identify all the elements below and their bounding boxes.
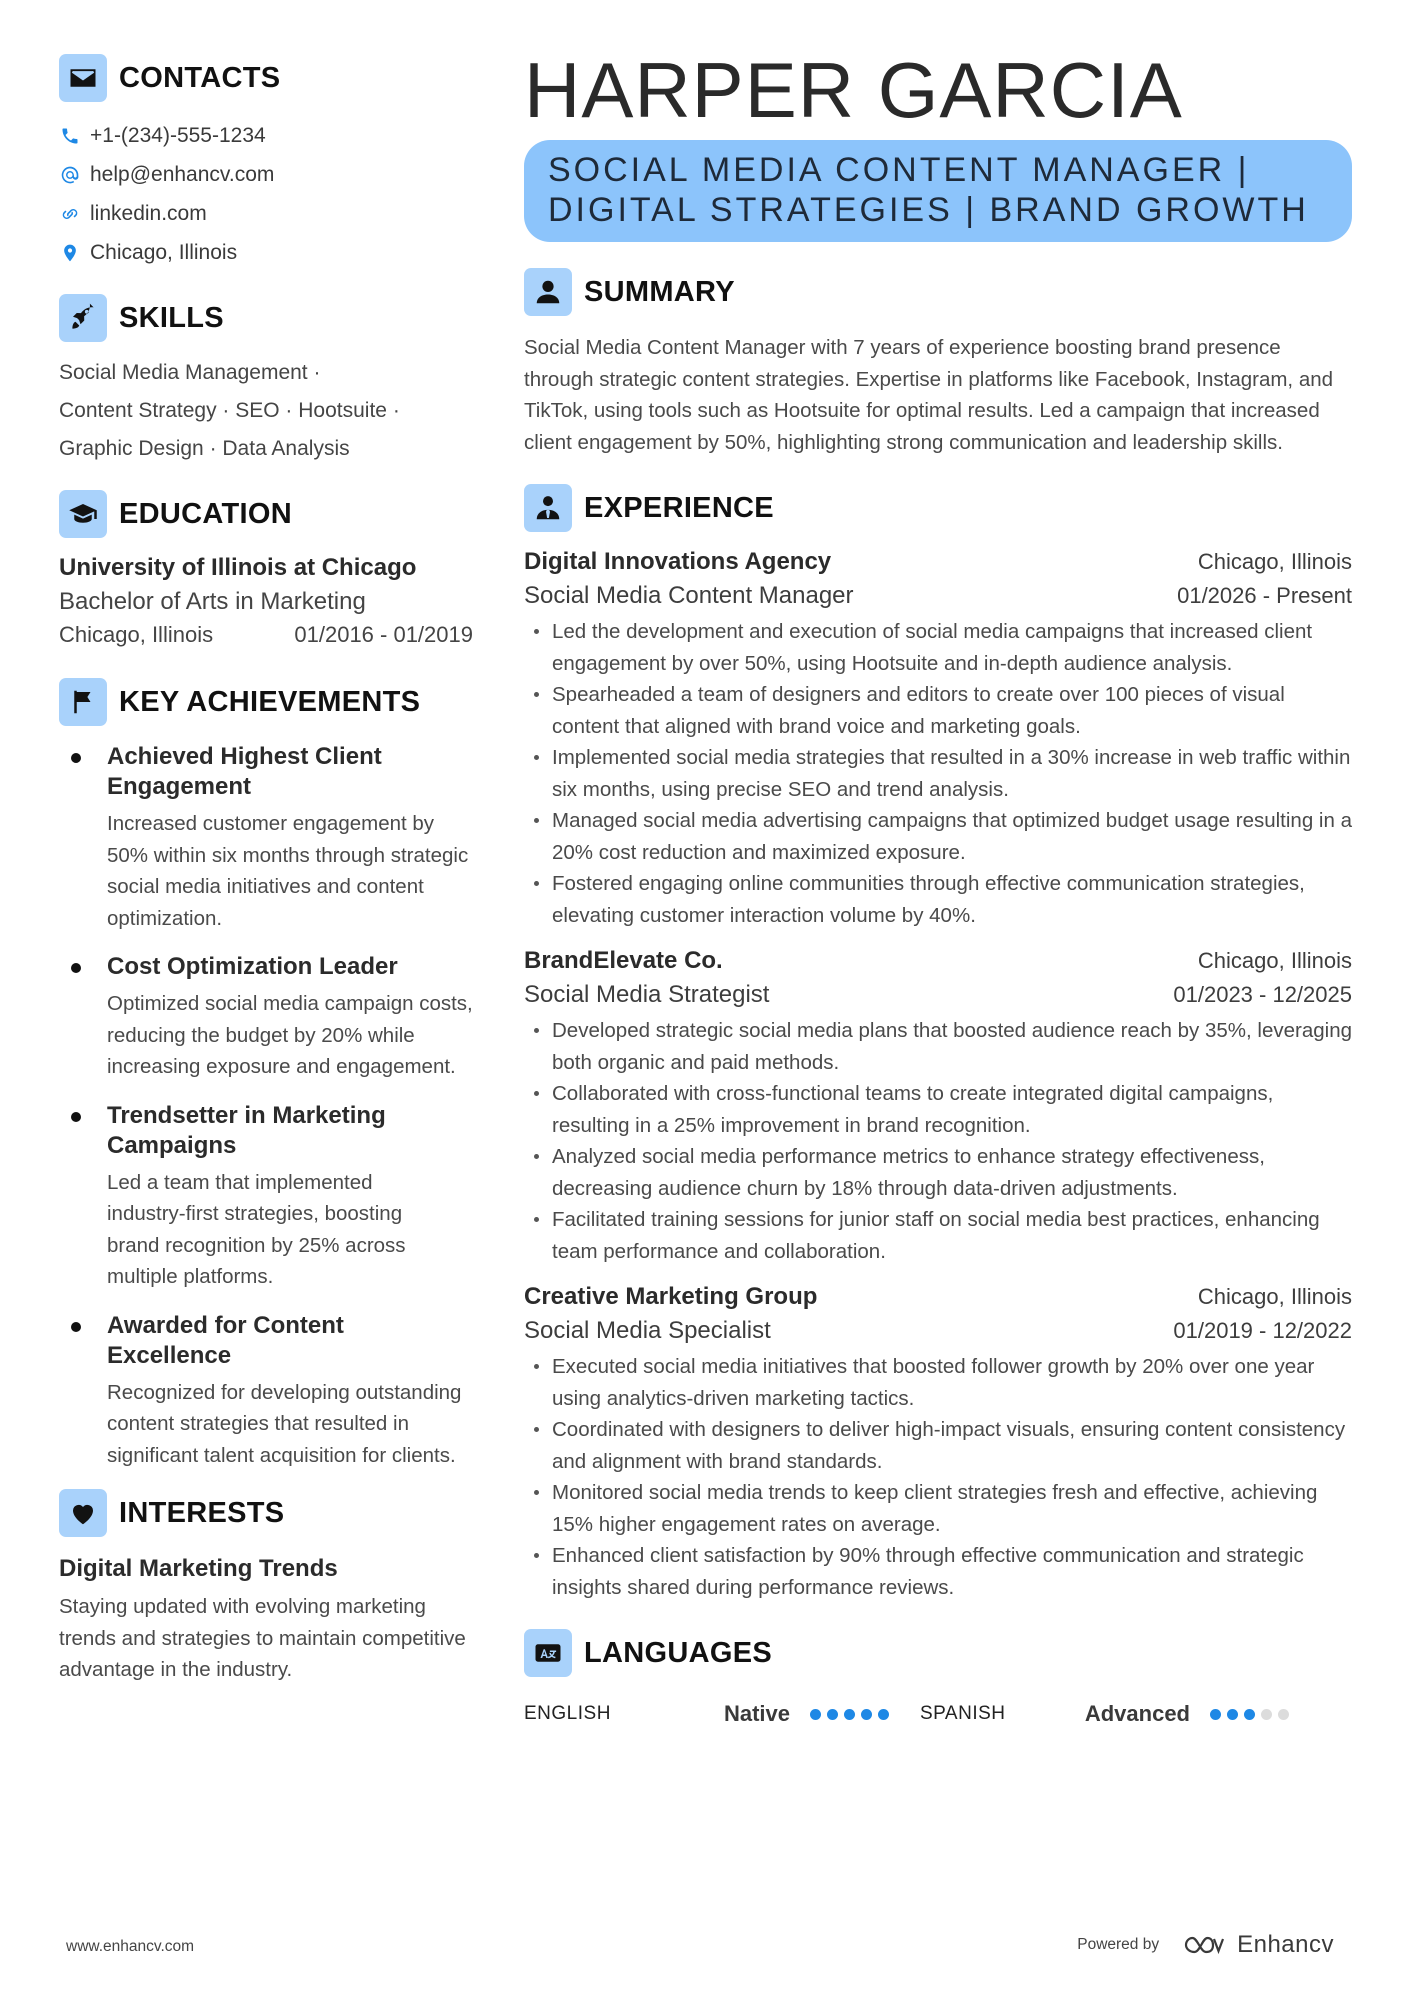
job-bullet: Analyzed social media performance metrics to enhance strategy effectiveness, decreasing audience churn by 18% through data-driven adjustments. (524, 1141, 1352, 1204)
bullet-dot (71, 753, 81, 763)
achievement-item (59, 742, 479, 934)
summary-text: Social Media Content Manager with 7 years of experience boosting brand presence through strategic content strategies. Expertise in platforms like Facebook, Instagram, and TikTok, using tools such as Hootsuite for optimal results. Led a campaign that increased client engagement by 50%, highlighting strong communication and leadership skills. (524, 336, 1334, 454)
brand-name: Enhancv (1237, 1931, 1334, 1958)
flag-icon (59, 678, 107, 726)
contact-email[interactable] (59, 155, 479, 194)
proficiency-dot (1244, 1709, 1255, 1720)
at-sign-icon (59, 164, 81, 186)
user-icon (524, 268, 572, 316)
summary-heading: SUMMARY (584, 275, 735, 308)
contacts-header (59, 54, 479, 102)
education-header (59, 490, 479, 538)
headline-line: DIGITAL STRATEGIES | BRAND GROWTH (548, 191, 1309, 229)
job-bullet: Executed social media initiatives that boosted follower growth by 20% over one year using analytics-driven marketing tactics. (524, 1351, 1352, 1414)
language-proficiency-dots (1210, 1709, 1295, 1720)
education-dates: 01/2016 - 01/2019 (294, 622, 473, 647)
headline-box (524, 140, 1352, 242)
skills-list (59, 354, 419, 468)
job-bullets (524, 616, 1352, 931)
skills-heading: SKILLS (119, 301, 224, 334)
experience-heading: EXPERIENCE (584, 491, 774, 524)
job-role: Social Media Specialist (524, 1317, 771, 1344)
email-text: help@enhancv.com (90, 162, 275, 186)
phone-icon (59, 125, 81, 147)
achievement-title: Cost Optimization Leader (107, 953, 398, 980)
language-name: ENGLISH (524, 1703, 611, 1724)
achievement-title: Achieved Highest Client Engagement (107, 743, 382, 800)
job-bullet: Implemented social media strategies that resulted in a 30% increase in web traffic within six months, using precise SEO and trend analysis. (524, 742, 1352, 805)
proficiency-dot (1261, 1709, 1272, 1720)
achievement-desc: Increased customer engagement by 50% within six months through strategic social media initiatives and content optimization. (107, 812, 469, 930)
job-entry (524, 1283, 1352, 1603)
proficiency-dot (827, 1709, 838, 1720)
achievement-item (59, 952, 479, 1083)
skills-header (59, 294, 479, 342)
job-bullet: Collaborated with cross-functional teams to create integrated digital campaigns, resulting in a 25% improvement in brand recognition. (524, 1078, 1352, 1141)
achievement-desc: Recognized for developing outstanding content strategies that resulted in significant talent acquisition for clients. (107, 1380, 462, 1467)
job-entry (524, 947, 1352, 1267)
proficiency-dot (844, 1709, 855, 1720)
interests-header (59, 1489, 479, 1537)
rocket-icon (59, 294, 107, 342)
achievement-title: Awarded for Content Excellence (107, 1311, 344, 1369)
footer-website[interactable]: www.enhancv.com (66, 1938, 195, 1955)
education-heading: EDUCATION (119, 497, 292, 530)
right-column (524, 48, 1352, 1729)
footer-branding (1077, 1931, 1334, 1959)
job-dates: 01/2026 - Present (1177, 583, 1352, 608)
translate-icon (524, 1629, 572, 1677)
proficiency-dot (861, 1709, 872, 1720)
experience-header (524, 484, 1352, 532)
job-bullet: Facilitated training sessions for junior staff on social media best practices, enhancing team performance and collaboration. (524, 1204, 1352, 1267)
achievements-list (59, 742, 479, 1471)
job-bullet: Managed social media advertising campaigns that optimized budget usage resulting in a 20% cost reduction and maximized exposure. (524, 805, 1352, 868)
achievement-desc: Optimized social media campaign costs, reducing the budget by 20% while increasing exposure and engagement. (107, 992, 473, 1078)
achievement-title: Trendsetter in Marketing Campaigns (107, 1101, 386, 1159)
headline-line: SOCIAL MEDIA CONTENT MANAGER | (548, 151, 1250, 189)
proficiency-dot (1227, 1709, 1238, 1720)
job-location: Chicago, Illinois (1197, 948, 1352, 973)
achievement-item (59, 1311, 479, 1472)
education-school: University of Illinois at Chicago (59, 554, 417, 581)
education-location: Chicago, Illinois (59, 622, 214, 647)
job-bullets (524, 1351, 1352, 1603)
languages-list (524, 1699, 1352, 1729)
achievements-heading: KEY ACHIEVEMENTS (119, 685, 421, 718)
job-bullet: Coordinated with designers to deliver high-impact visuals, ensuring content consistency and alignment with brand standards. (524, 1414, 1352, 1477)
job-company: Creative Marketing Group (524, 1283, 818, 1310)
summary-header (524, 268, 1352, 316)
left-column (59, 54, 479, 1686)
language-level: Native (723, 1701, 790, 1726)
proficiency-dot (1278, 1709, 1289, 1720)
linkedin-text: linkedin.com (90, 201, 207, 225)
achievement-desc: Led a team that implemented industry-first strategies, boosting brand recognition by 25% across multiple platforms. (107, 1170, 406, 1288)
languages-header (524, 1629, 1352, 1677)
graduation-cap-icon (59, 490, 107, 538)
interest-desc: Staying updated with evolving marketing trends and strategies to maintain competitive advantage in the industry. (59, 1595, 466, 1681)
job-bullet: Enhanced client satisfaction by 90% through effective communication and strategic insights shared during performance reviews. (524, 1540, 1352, 1603)
job-location: Chicago, Illinois (1197, 549, 1352, 574)
map-pin-icon (59, 242, 81, 264)
job-company: Digital Innovations Agency (524, 548, 832, 575)
skills-line: Graphic Design · Data Analysis (59, 437, 350, 460)
skills-line: Social Media Management · (59, 361, 321, 384)
job-entry (524, 548, 1352, 931)
interest-title: Digital Marketing Trends (59, 1555, 338, 1582)
interests-heading: INTERESTS (119, 1496, 285, 1529)
job-dates: 01/2019 - 12/2022 (1173, 1318, 1352, 1343)
job-role: Social Media Strategist (524, 981, 770, 1008)
job-role: Social Media Content Manager (524, 582, 854, 609)
contacts-list (59, 116, 479, 272)
brand-logo[interactable] (1183, 1931, 1334, 1959)
contact-phone[interactable] (59, 116, 479, 155)
achievement-item (59, 1101, 479, 1293)
location-text: Chicago, Illinois (90, 240, 238, 264)
phone-text: +1-(234)-555-1234 (90, 123, 266, 147)
job-bullet: Developed strategic social media plans that boosted audience reach by 35%, leveraging both organic and paid methods. (524, 1015, 1352, 1078)
businessman-icon (524, 484, 572, 532)
heart-icon (59, 1489, 107, 1537)
contact-location (59, 233, 479, 272)
link-icon (59, 203, 81, 225)
achievements-header (59, 678, 479, 726)
language-proficiency-dots (810, 1709, 902, 1720)
job-dates: 01/2023 - 12/2025 (1173, 982, 1352, 1007)
contacts-heading: CONTACTS (119, 61, 281, 94)
proficiency-dot (1210, 1709, 1221, 1720)
language-name: SPANISH (920, 1703, 1006, 1724)
envelope-icon (59, 54, 107, 102)
candidate-name: HARPER GARCIA (524, 46, 1183, 134)
job-bullet: Spearheaded a team of designers and editors to create over 100 pieces of visual content that aligned with brand voice and marketing goals. (524, 679, 1352, 742)
education-degree: Bachelor of Arts in Marketing (59, 588, 366, 615)
job-bullet: Monitored social media trends to keep client strategies fresh and effective, achieving 15% higher engagement rates on average. (524, 1477, 1352, 1540)
bullet-dot (71, 1112, 81, 1122)
contact-linkedin[interactable] (59, 194, 479, 233)
education-meta (59, 622, 473, 648)
skills-line: Content Strategy · SEO · Hootsuite · (59, 399, 400, 422)
powered-by-text: Powered by (1077, 1936, 1160, 1953)
proficiency-dot (810, 1709, 821, 1720)
job-location: Chicago, Illinois (1197, 1284, 1352, 1309)
enhancv-logo-icon (1183, 1933, 1229, 1957)
job-bullet: Fostered engaging online communities through effective communication strategies, elevating customer interaction volume by 40%. (524, 868, 1352, 931)
bullet-dot (71, 1322, 81, 1332)
job-bullet: Led the development and execution of social media campaigns that increased client engagement by over 50%, using Hootsuite and in-depth audience analysis. (524, 616, 1352, 679)
language-level: Advanced (1084, 1701, 1190, 1726)
languages-heading: LANGUAGES (584, 1636, 772, 1669)
proficiency-dot (878, 1709, 889, 1720)
job-bullets (524, 1015, 1352, 1267)
bullet-dot (71, 963, 81, 973)
job-company: BrandElevate Co. (524, 947, 723, 974)
